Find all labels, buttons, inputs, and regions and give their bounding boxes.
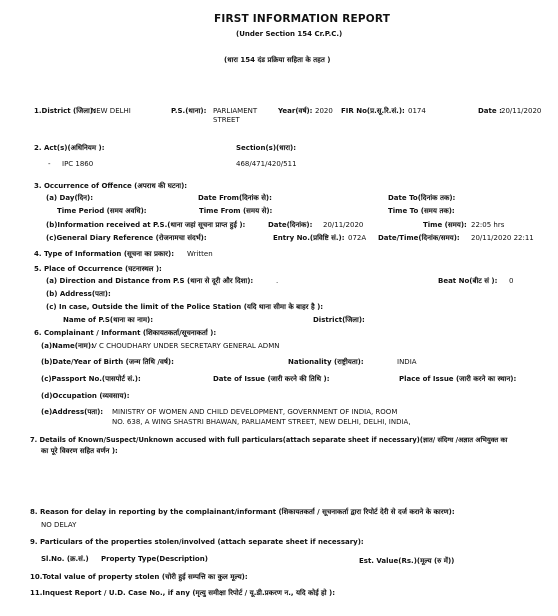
info-received-label: (b)Information received at P.S.(थाना जहां सूचना प्राप्त हुई ):: [46, 221, 246, 229]
properties-col-type: Property Type(Description): [101, 555, 208, 563]
sections-label: Section(s)(धारा):: [236, 144, 297, 152]
report-title: FIRST INFORMATION REPORT: [214, 13, 391, 25]
occupation-label: (d)Occupation (व्यवसाय):: [41, 392, 130, 400]
inquest-report-label: 11.Inquest Report / U.D. Case No., if any (मृत्यु समीक्षा रिपोर्ट / यू.डी.प्रकरण न., यदि कोई हो ):: [30, 589, 336, 597]
occurrence-day-label: (a) Day(दिन):: [46, 194, 94, 202]
fir-label: FIR No(प्र.सू.रि.सं.):: [341, 107, 405, 115]
fir-value: 0174: [408, 107, 426, 115]
occurrence-time-to-label: Time To (समय तक):: [388, 207, 455, 215]
outside-district-label: District(जिला):: [313, 316, 365, 324]
nationality-label: Nationality (राष्ट्रीयता):: [288, 358, 364, 366]
occurrence-date-to-label: Date To(दिनांक तक):: [388, 194, 456, 202]
gd-entry-label: Entry No.(प्रविष्टि सं.):: [273, 234, 345, 242]
issue-place-label: Place of Issue (जारी करने का स्थान):: [399, 375, 517, 383]
report-subtitle: (Under Section 154 Cr.P.C.): [236, 30, 343, 38]
date-label: Date :: [478, 107, 502, 115]
info-type-label: 4. Type of Information (सूचना का प्रकार):: [34, 250, 175, 258]
act-value: IPC 1860: [62, 160, 94, 168]
passport-label: (c)Passport No.(पासपोर्ट सं.):: [41, 375, 141, 383]
place-address-label: (b) Address(पता):: [46, 290, 111, 298]
direction-label: (a) Direction and Distance from P.S (थाना से दूरी और दिशा):: [46, 277, 254, 285]
year-label: Year(वर्ष):: [278, 107, 313, 115]
complainant-name-label: (a)Name(नाम):: [41, 342, 94, 350]
occurrence-time-from-label: Time From (समय से):: [199, 207, 273, 215]
ps-value-line2: STREET: [213, 116, 240, 124]
place-heading: 5. Place of Occurrence (घटनास्थल ):: [34, 265, 162, 273]
district-label: 1.District (जिला):: [34, 107, 96, 115]
gd-datetime-value: 20/11/2020 22:11: [471, 234, 534, 242]
outside-limit-label: (c) In case, Outside the limit of the Police Station (यदि थाना सीमा के बाहर है ):: [46, 303, 324, 311]
accused-details-line1: 7. Details of Known/Suspect/Unknown accused with full particulars(attach separate sheet if necessary)(ज्ञात/ संदिग्ध /अज्ञात अभियुक्त का: [30, 436, 508, 444]
occurrence-time-period-label: Time Period (समय अवधि):: [57, 207, 147, 215]
gd-entry-value: 072A: [348, 234, 367, 242]
info-time-value: 22:05 hrs: [471, 221, 505, 229]
info-type-value: Written: [187, 250, 213, 258]
delay-reason-label: 8. Reason for delay in reporting by the complainant/informant (शिकायतकर्ता / सूचनाकर्ता द्वारा रिपोर्ट देरी से दर्ज कराने के कारण):: [30, 508, 455, 516]
gd-label: (c)General Diary Reference (रोजनामचा संदर्भ):: [46, 234, 207, 242]
date-value: 20/11/2020: [501, 107, 542, 115]
beat-label: Beat No(बीट सं ):: [438, 277, 498, 285]
accused-details-line2: का पूरे विवरण सहित वर्णन ):: [41, 447, 118, 455]
complainant-name-value: V C CHOUDHARY UNDER SECRETARY GENERAL ADMN: [92, 342, 280, 350]
ps-name-label: Name of P.S(थाना का नाम):: [63, 316, 154, 324]
ps-label: P.S.(थाना):: [171, 107, 207, 115]
complainant-address-line2: NO. 638, A WING SHASTRI BHAWAN, PARLIAMENT STREET, NEW DELHI, DELHI, INDIA,: [112, 418, 411, 426]
nationality-value: INDIA: [397, 358, 417, 366]
properties-label: 9. Particulars of the properties stolen/involved (attach separate sheet if necessary):: [30, 538, 364, 546]
delay-reason-value: NO DELAY: [41, 521, 77, 529]
act-bullet: -: [48, 160, 51, 168]
year-value: 2020: [315, 107, 333, 115]
beat-value: 0: [509, 277, 514, 285]
acts-label: 2. Act(s)(अधिनियम ):: [34, 144, 105, 152]
total-value-label: 10.Total value of property stolen (चोरी हुई सम्पत्ति का कुल मूल्य):: [30, 573, 248, 581]
complainant-address-line1: MINISTRY OF WOMEN AND CHILD DEVELOPMENT, GOVERNMENT OF INDIA, ROOM: [112, 408, 398, 416]
occurrence-heading: 3. Occurrence of Offence (अपराध की घटना):: [34, 182, 188, 190]
occurrence-date-from-label: Date From(दिनांक से):: [198, 194, 272, 202]
direction-value: .: [276, 277, 279, 285]
properties-col-slno: Sl.No. (क्र.सं.): [41, 555, 89, 563]
info-date-label: Date(दिनांक):: [268, 221, 313, 229]
properties-col-value: Est. Value(Rs.)(मूल्य (रु में)): [359, 557, 455, 565]
gd-datetime-label: Date/Time(दिनांक/समय):: [378, 234, 460, 242]
complainant-address-label: (e)Address(पता):: [41, 408, 104, 416]
issue-date-label: Date of Issue (जारी करने की तिथि ):: [213, 375, 330, 383]
district-value: NEW DELHI: [91, 107, 131, 115]
dob-label: (b)Date/Year of Birth (जन्म तिथि /वर्ष):: [41, 358, 174, 366]
info-time-label: Time (समय):: [423, 221, 467, 229]
ps-value-line1: PARLIAMENT: [213, 107, 258, 115]
complainant-heading: 6. Complainant / Informant (शिकायतकर्ता/सूचनाकर्ता ):: [34, 329, 217, 337]
report-hindi-subtitle: (धारा 154 दंड प्रक्रिया सहिता के तहत ): [224, 56, 331, 64]
info-date-value: 20/11/2020: [323, 221, 364, 229]
sections-value: 468/471/420/511: [236, 160, 297, 168]
